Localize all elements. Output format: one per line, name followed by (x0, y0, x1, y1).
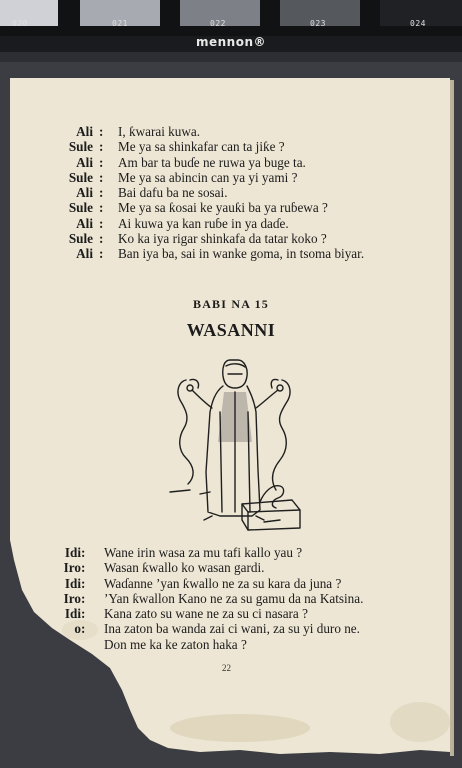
dialog-line (68, 170, 428, 185)
colon: : (99, 185, 104, 201)
dialog-text: Bai dafu ba ne sosai. (118, 185, 228, 201)
colon: : (99, 154, 104, 170)
dialog-text: Ko ka iya rigar shinkafa da tatar koko ? (118, 231, 327, 247)
speaker-name: Sule (68, 200, 93, 216)
brand-logo: mennon® (195, 35, 266, 49)
dialog-line (54, 606, 434, 621)
speaker-name: Ali (76, 124, 93, 139)
swatch-label-023: 023 (310, 19, 326, 28)
speaker-name: Idi (64, 575, 81, 591)
dialog-line (54, 576, 434, 591)
dialog-line (54, 591, 434, 606)
dialog-bottom (54, 545, 434, 652)
chapter-title: WASANNI (186, 320, 276, 340)
dialog-text: Ai kuwa ya kan ruɓe in ya daɗe. (118, 215, 289, 231)
colon: : (99, 200, 104, 216)
colon: : (81, 590, 86, 606)
colon: : (99, 124, 104, 139)
speaker-name: Iro (63, 560, 81, 576)
colon: : (99, 169, 104, 185)
swatch-label-021: 021 (112, 19, 128, 28)
speaker-name: Ali (76, 185, 93, 201)
snake-charmer-illustration (160, 352, 310, 534)
chapter-heading: BABI NA 15 (192, 297, 269, 311)
dialog-text: Ina zaton ba wanda zai ci wani, za su yi duro ne. (104, 621, 360, 637)
dialog-line (68, 231, 428, 246)
dialog-text: Wasan ƙwallo ko wasan gardi. (104, 560, 265, 576)
dialog-text: Waɗanne ’yan ƙwallo ne za su kara da juna ? (104, 575, 342, 591)
dialog-text: I, ƙwarai kuwa. (118, 124, 201, 139)
dialog-text: Me ya sa shinkafar can ta jiƙe ? (118, 139, 285, 155)
speaker-name: Idi (64, 606, 81, 622)
speaker-name: Ali (76, 154, 93, 170)
colon: : (81, 560, 86, 576)
swatch-label-020: 020 (12, 19, 28, 28)
dialog-text: Don me ka ke zaton haka ? (104, 636, 247, 652)
colon: : (99, 139, 104, 155)
colon: : (99, 231, 104, 247)
swatch-label-024: 024 (410, 19, 426, 28)
dialog-text: Am bar ta buɗe ne ruwa ya buge ta. (118, 154, 306, 170)
speaker-name: Sule (68, 169, 93, 185)
dialog-text: Me ya sa abincin can ya yi yami ? (118, 169, 298, 185)
dialog-line (54, 545, 434, 560)
dialog-line (68, 139, 428, 154)
speaker-name: Ali (76, 215, 93, 231)
speaker-name: Sule (68, 231, 93, 247)
colon: : (81, 575, 86, 591)
colon: : (81, 545, 86, 560)
speaker-name: o (74, 621, 81, 637)
colon: : (99, 215, 104, 231)
swatch-label-022: 022 (210, 19, 226, 28)
dialog-text: Wane irin wasa za mu tafi kallo yau ? (104, 545, 303, 560)
colon: : (81, 606, 86, 622)
dialog-text: ’Yan ƙwallon Kano ne za su gamu da na Katsina. (104, 590, 364, 606)
dialog-line (68, 124, 428, 139)
speaker-name: Sule (68, 139, 93, 155)
speaker-name: Idi (64, 545, 81, 560)
dialog-line (68, 216, 428, 231)
dialog-line (68, 246, 428, 261)
speaker-name: Ali (76, 246, 93, 262)
dialog-line (68, 185, 428, 200)
dialog-text: Ban iya ba, sai in wanke goma, in tsoma biyar. (118, 246, 365, 262)
dialog-line (54, 637, 434, 652)
dialog-top (68, 124, 428, 262)
dialog-text: Me ya sa ƙosai ke yauƙi ba ya ruɓewa ? (118, 200, 328, 216)
colon: : (81, 621, 86, 637)
dialog-line (68, 200, 428, 215)
dialog-text: Kana zato su wane ne za su ci nasara ? (104, 606, 308, 622)
colon: : (99, 246, 104, 262)
dialog-line (54, 560, 434, 575)
speaker-name: Iro (63, 590, 81, 606)
page-number: 22 (222, 663, 231, 673)
dialog-line (68, 155, 428, 170)
dialog-line (54, 621, 434, 636)
